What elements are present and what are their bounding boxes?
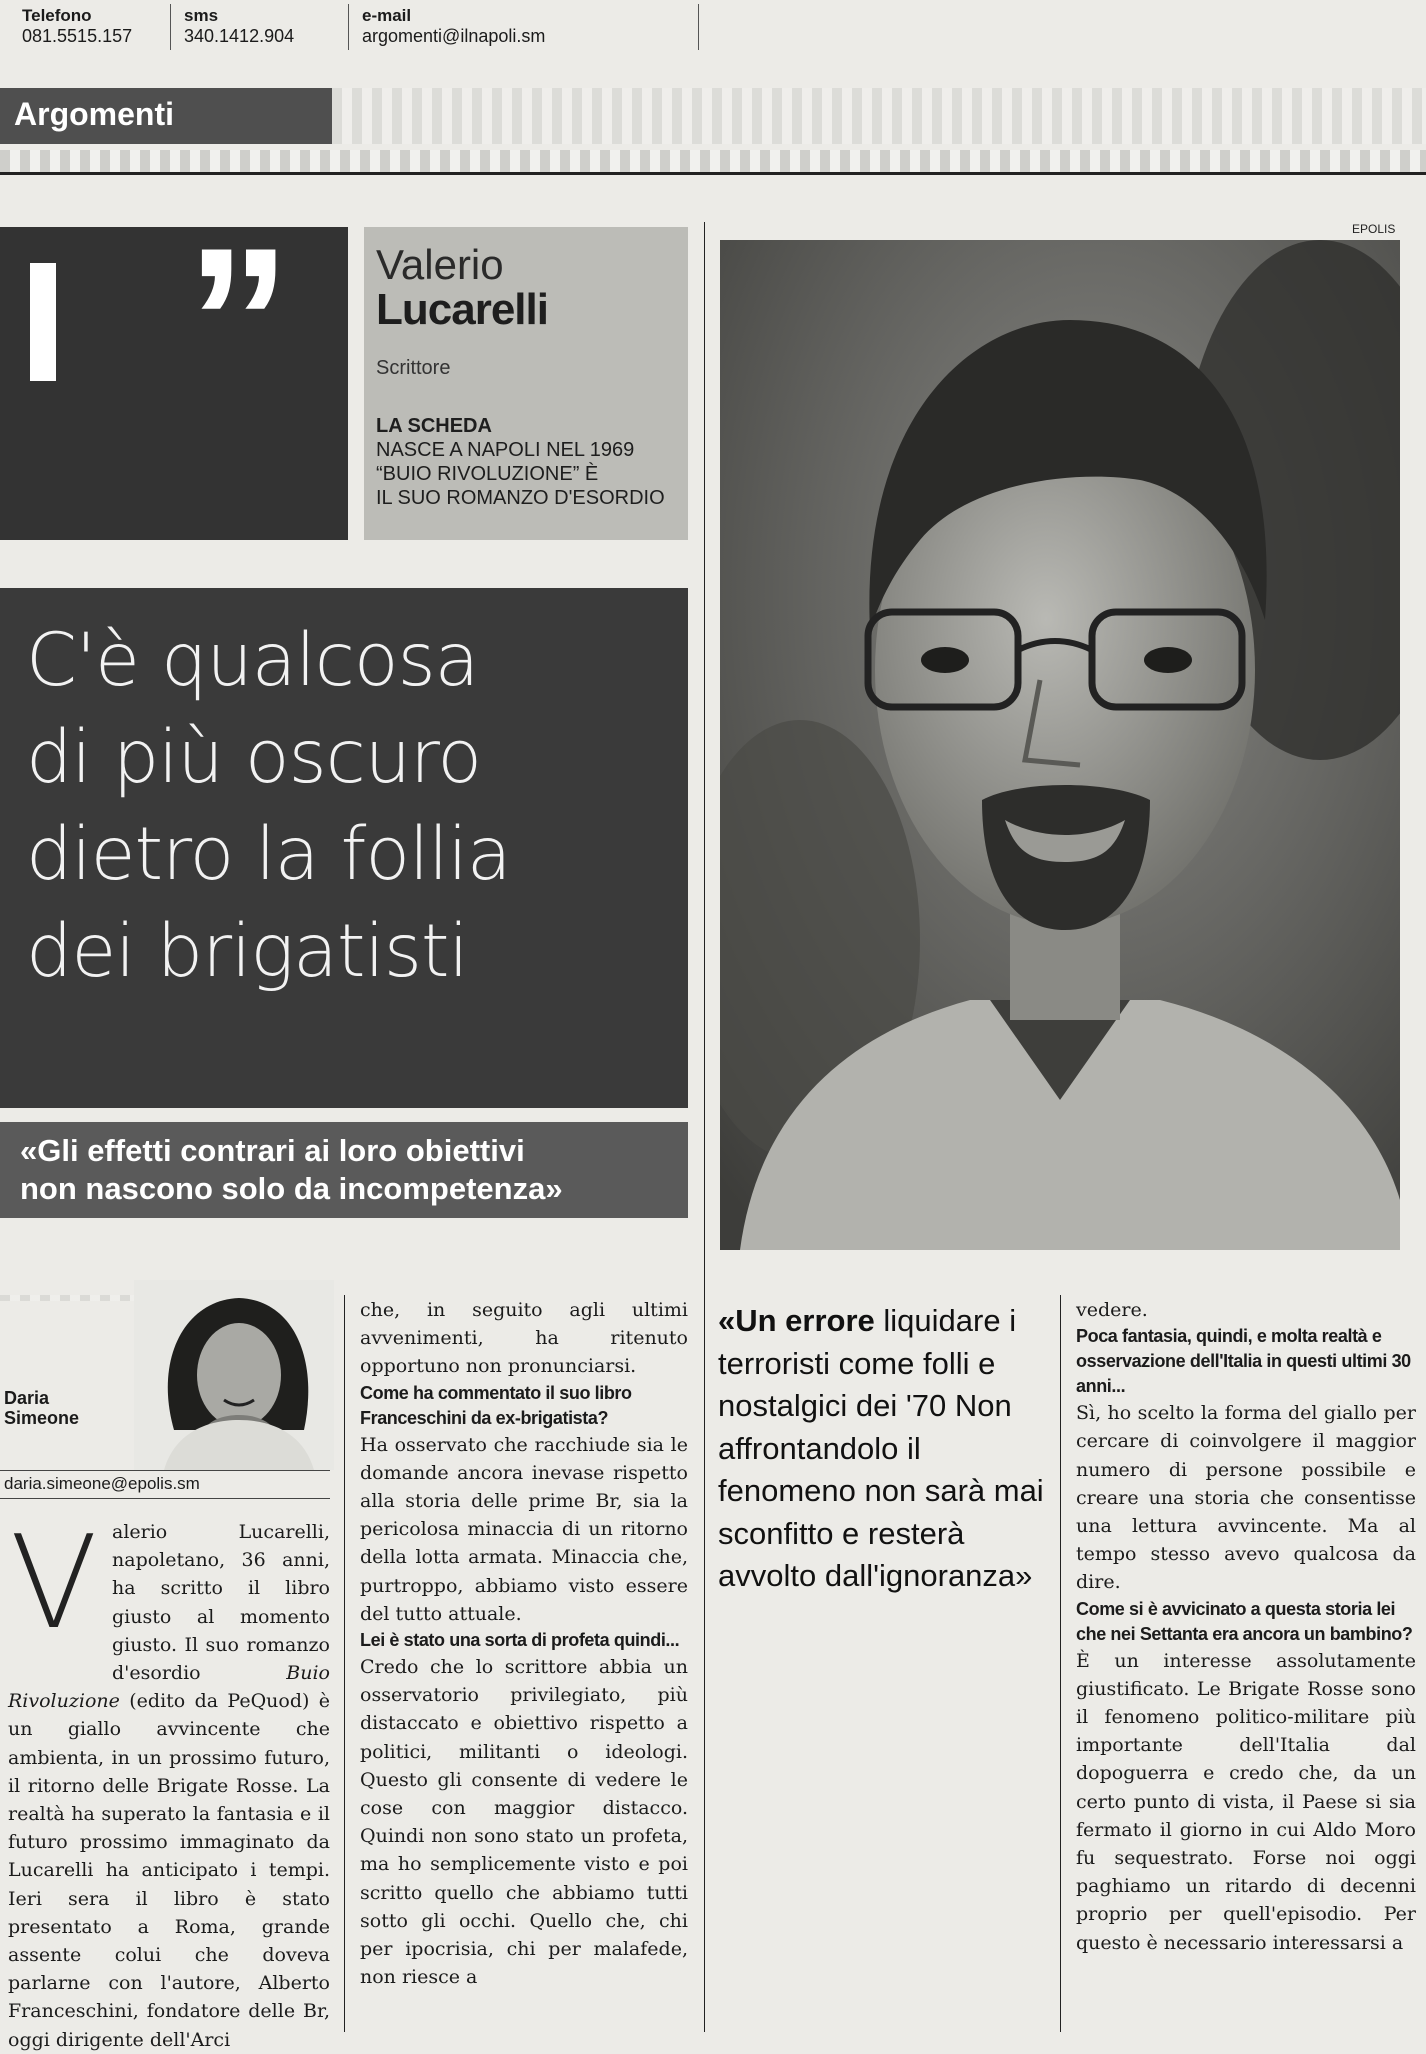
byline-first-name: Daria [4,1388,50,1408]
headline-line: dietro la follia [26,812,511,897]
byline-photo [134,1280,334,1470]
interview-question: Come ha commentato il suo libro Franceschini da ex-brigatista? [360,1382,632,1428]
scheda-line: IL SUO ROMANZO D'ESORDIO [376,487,665,509]
drop-cap: V [10,1509,98,1658]
header-rule [0,172,1426,175]
email-address: argomenti@ilnapoli.sm [362,26,546,46]
article-column-2 [360,1296,688,1991]
subheadline [20,1132,688,1208]
section-title: Argomenti [14,96,174,132]
interview-answer: Credo che lo scrittore abbia un osservatorio privilegiato, più distaccato e obiettivo rispetto a politici, militanti o ideologi. Questo gli consente di vedere le cose con maggior distacco. Quindi non sono stato un profeta, ma ho semplicemente visto e poi scritto quello che abbiamo tutti sotto gli occhi. Quello che, chi per ipocrisia, chi per malafede, non riesce a [360,1656,688,1989]
quote-close-icon: ” [186,204,291,439]
contact-divider [348,4,349,50]
scheda-title: LA SCHEDA [376,415,492,437]
interview-answer: Sì, ho scelto la forma del giallo per cercare di coinvolgere il maggior numero di persone possibile e creare una storia che consentisse una lettura avvincente. Ma al tempo stesso avevo qualcosa da dire. [1076,1402,1416,1594]
phone-label: Telefono [22,6,92,25]
author-portrait-illustration [720,240,1400,1250]
author-card [364,227,688,540]
interview-question: Come si è avvicinato a questa storia lei che nei Settanta era ancora un bambino? [1076,1598,1413,1644]
pull-quote [718,1300,1058,1598]
headline-line: C'è qualcosa [26,618,479,703]
subheadline-line: non nascono solo da incompetenza» [20,1171,563,1206]
article-paragraph: alerio Lucarelli, napoletano, 36 anni, ha scritto il libro giusto al momento giusto. Il suo romanzo d'esordio [112,1521,330,1685]
scheda-line: NASCE A NAPOLI NEL 1969 [376,439,635,461]
interview-question: Poca fantasia, quindi, e molta realtà e osservazione dell'Italia in questi ultimi 30 anni... [1076,1326,1411,1397]
pull-quote-lead: «Un errore [718,1303,875,1338]
contact-divider [170,4,171,50]
journalist-portrait-illustration [134,1280,334,1470]
sms-number: 340.1412.904 [184,26,295,46]
header-pattern [0,150,1426,172]
book-title: Buio Rivoluzione [8,1662,330,1713]
contact-divider [698,4,699,50]
photo-credit: EPOLIS [1352,222,1396,236]
subheadline-line: «Gli effetti contrari ai loro obiettivi [20,1133,525,1168]
pull-quote-text: liquidare i terroristi come folli e nostalgici dei '70 Non affrontandolo il fenomeno non sarà mai sconfitto e resterà avvolto dall'ignoranza» [718,1303,1044,1593]
interview-question: Lei è stato una sorta di profeta quindi... [360,1630,680,1651]
article-column-1 [8,1509,331,2054]
author-photo [720,240,1400,1250]
column-divider [344,1295,345,2032]
sms-label: sms [184,6,219,25]
author-last-name: Lucarelli [376,285,548,334]
email-label: e-mail [362,6,412,25]
interview-answer: È un interesse assolutamente giustificato. Le Brigate Rosse sono il fenomeno politico-militare più importante dell'Italia dal dopoguerra e credo che, da un certo punto di vista, il Paese si sia fermato il giorno in cui Aldo Moro fu sequestrato. Forse noi oggi paghiamo un ritardo di decenni proprio per quell'episodio. Per questo è necessario interessarsi a [1076,1649,1416,1954]
article-paragraph: (edito da PeQuod) è un giallo avvincente che ambienta, in un prossimo futuro, il ritorno delle Brigate Rosse. La realtà ha superato la fantasia e il futuro prossimo immaginato da Lucarelli ha anticipato i tempi. Ieri sera il libro è stato presentato a Roma, grande assente colui che doveva parlarne con l'autore, Alberto Franceschini, fondatore delle Br, oggi dirigente dell'Arci [8,1690,331,2051]
article-column-4 [1076,1296,1416,1957]
byline-rule [0,1470,330,1471]
scheda-line: “BUIO RIVOLUZIONE” È [376,463,599,485]
headline [26,612,686,1000]
byline-email[interactable]: daria.simeone@epolis.sm [4,1474,200,1493]
quote-icon-box [0,204,348,540]
headline-line: dei brigatisti [26,909,468,994]
quote-bar-icon [30,263,56,381]
byline-last-name: Simeone [4,1408,80,1428]
interview-answer: Ha osservato che racchiude sia le domande ancora inevase rispetto alla storia delle prime Br, sia la pericolosa minaccia di un ritorno della lotta armata. Minaccia che, purtroppo, abbiamo visto essere del tutto attuale. [360,1433,688,1625]
column-divider [1060,1295,1061,2032]
article-paragraph: che, in seguito agli ultimi avvenimenti, ha ritenuto opportuno non pronunciarsi. [360,1299,688,1378]
byline-rule [0,1498,330,1499]
headline-line: di più oscuro [26,715,482,800]
header-pattern [332,88,1426,144]
author-first-name: Valerio [376,241,504,288]
dropcap-spacer [8,1509,112,1664]
article-paragraph: vedere. [1076,1299,1148,1321]
column-divider [704,222,705,2032]
phone-number: 081.5515.157 [22,26,133,46]
author-role: Scrittore [376,357,451,379]
